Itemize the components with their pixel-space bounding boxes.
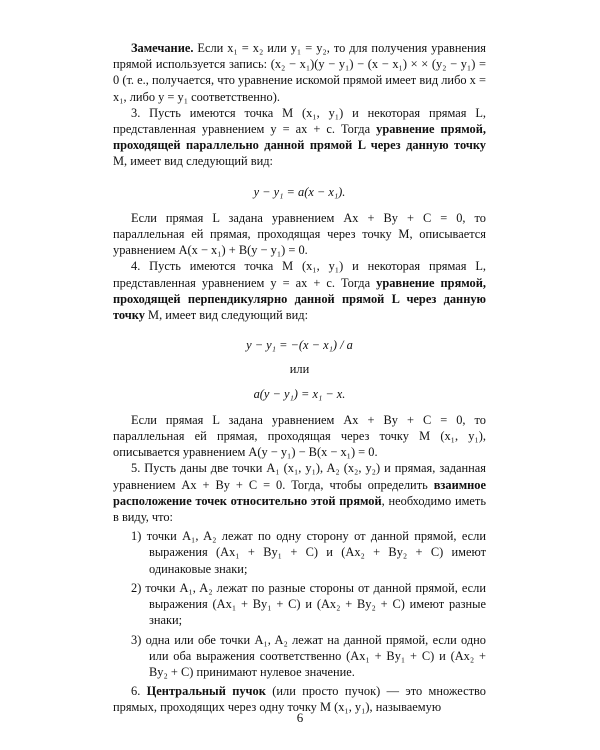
item5-case-3: 3) одна или обе точки A₁, A₂ лежат на данной прямой, если одно или оба выражения соответственно (Ax₁ + By₁ + C) и (Ax₂ + By₂ + C) принимают нулевое значение. <box>131 632 486 679</box>
item6-bold: Центральный пучок <box>146 684 266 699</box>
item5-case-2: 2) точки A₁, A₂ лежат по разные стороны от данной прямой, если выражения (Ax₁ + By₁ + C) и (Ax₂ + By₂ + C) имеют разные знаки; <box>131 580 486 628</box>
item3-text-after: M, имеет вид следующий вид: <box>113 154 273 169</box>
item4-bold: уравнение прямой, проходящей перпендикулярно данной прямой L через данную точку <box>113 275 486 323</box>
item3-paragraph <box>113 105 486 170</box>
item6-text-after: (или просто пучок) — это множество прямых, проходящих через одну точку M (x₁, y₁), называемую <box>113 684 486 715</box>
item5-text-after: , необходимо иметь в виду, что: <box>113 493 486 525</box>
item4-text-after: M, имеет вид следующий вид: <box>144 308 309 323</box>
remark-text: Если x₁ = x₂ или y₁ = y₂, то для получения уравнения прямой используется запись: (x₂ − x₁)(y − y₁) − (x − x₁) × × (y₂ − y₁) = 0 (т. е., получается, что уравнение искомой прямой имеет вид либо x = x₁, либо y = y₁ соответственно). <box>113 41 486 104</box>
item3-bold: уравнение прямой, проходящей параллельно данной прямой L через данную точку <box>113 122 486 153</box>
item4-text-before: 4. Пусть имеются точка M (x₁, y₁) и некоторая прямая L, представленная уравнением y = ax + c. Тогда <box>113 259 486 290</box>
page-body <box>113 40 486 716</box>
item4-formula-2: a(y − y₁) = x₁ − x. <box>253 386 346 401</box>
remark-paragraph <box>113 40 486 105</box>
item5-text-before: 5. Пусть даны две точки A₁ (x₁, y₁), A₂ (x₂, y₂) и прямая, заданная уравнением Ax + By + C = 0. Тогда, чтобы определить <box>113 461 486 492</box>
page-number: 6 <box>296 710 304 725</box>
remark-label: Замечание. <box>131 41 194 55</box>
item4-formula-1: y − y₁ = −(x − x₁) / a <box>246 338 353 353</box>
item4-or: или <box>289 362 310 377</box>
item3-note: Если прямая L задана уравнением Ax + By + C = 0, то параллельная ей прямая, проходящая через точку M, описывается уравнением A(x − x₁) + B(y − y₁) = 0. <box>113 210 486 258</box>
item5-case-1: 1) точки A₁, A₂ лежат по одну сторону от данной прямой, если выражения (Ax₁ + By₁ + C) и (Ax₂ + By₂ + C) имеют одинаковые знаки; <box>131 529 486 576</box>
item3-text-before: 3. Пусть имеются точка M (x₁, y₁) и некоторая прямая L, представленная уравнением y = ax + c. Тогда <box>113 105 486 137</box>
item3-formula: y − y₁ = a(x − x₁). <box>253 184 346 199</box>
item6-number: 6. <box>131 684 147 699</box>
item4-note: Если прямая L задана уравнением Ax + By + C = 0, то параллельная ей прямая, проходящая через точку M (x₁, y₁), описывается уравнением A(y − y₁) − B(x − x₁) = 0. <box>113 412 486 460</box>
item5-bold: взаимное расположение точек относительно этой прямой <box>113 477 486 508</box>
item4-paragraph <box>113 258 486 323</box>
item5-paragraph <box>113 460 486 525</box>
